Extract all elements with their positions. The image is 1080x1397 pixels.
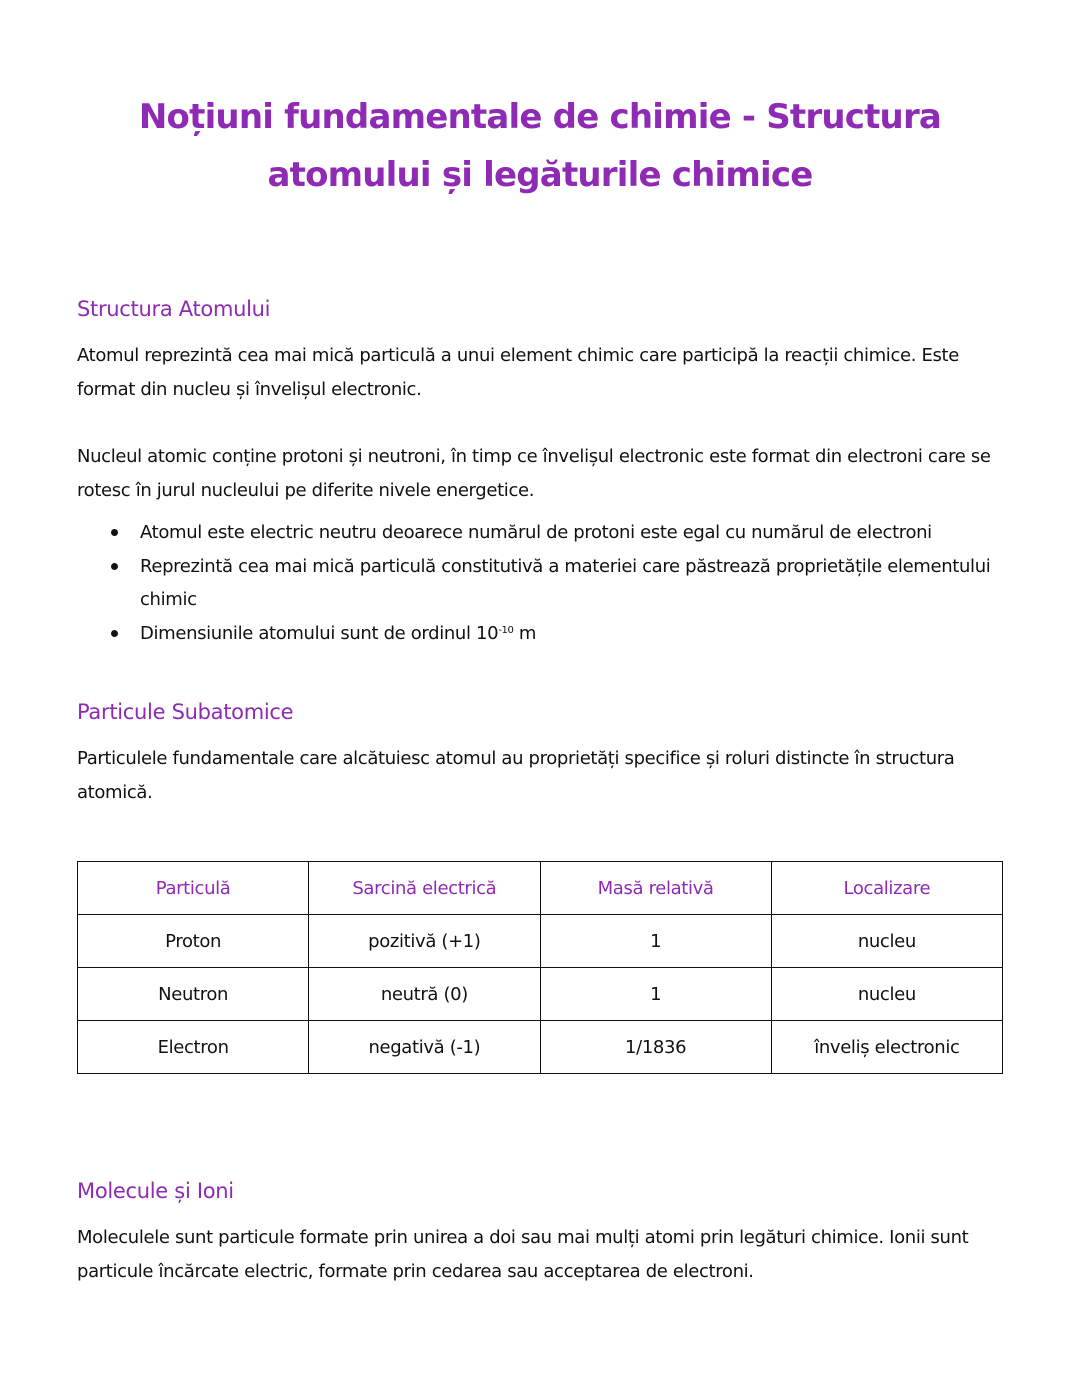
table-cell: Proton [78, 915, 309, 968]
table-cell: neutră (0) [309, 968, 540, 1021]
table-row [78, 968, 1003, 1021]
particles-table [77, 861, 1003, 1074]
paragraph-molecules: Moleculele sunt particule formate prin unirea a doi sau mai mulți atomi prin legături chimice. Ionii sunt particule încărcate electric, formate prin cedarea sau acceptarea de electroni. [77, 1227, 969, 1282]
table-cell: Neutron [78, 968, 309, 1021]
table-cell: 1/1836 [540, 1021, 771, 1074]
list-item: Reprezintă cea mai mică particulă constitutivă a materiei care păstrează proprietățile elementului chimic [77, 550, 1003, 617]
paragraph-nucleus: Nucleul atomic conține protoni și neutroni, în timp ce învelișul electronic este format din electroni care se rotesc în jurul nucleului pe diferite nivele energetice. [77, 446, 991, 501]
paragraph-particles: Particulele fundamentale care alcătuiesc atomul au proprietăți specifice și roluri distincte în structura atomică. [77, 748, 955, 803]
list-item: Atomul este electric neutru deoarece numărul de protoni este egal cu numărul de electroni [77, 516, 1003, 550]
page-title: Noțiuni fundamentale de chimie - Structura atomului și legăturile chimice [138, 97, 942, 195]
table-cell: pozitivă (+1) [309, 915, 540, 968]
table-cell: înveliș electronic [771, 1021, 1002, 1074]
table-cell: 1 [540, 915, 771, 968]
heading-particule-subatomice: Particule Subatomice [77, 700, 294, 724]
table-cell: Electron [78, 1021, 309, 1074]
column-header: Masă relativă [540, 862, 771, 915]
table-row [78, 915, 1003, 968]
column-header: Localizare [771, 862, 1002, 915]
column-header: Particulă [78, 862, 309, 915]
heading-molecule-si-ioni: Molecule și Ioni [77, 1179, 234, 1203]
heading-structura-atomului: Structura Atomului [77, 297, 271, 321]
exponent: -10 [498, 624, 514, 636]
table-cell: nucleu [771, 968, 1002, 1021]
unit: m [513, 622, 537, 644]
table-cell: negativă (-1) [309, 1021, 540, 1074]
table-header-row [78, 862, 1003, 915]
bullet-list [77, 516, 1003, 650]
list-item [77, 617, 1003, 651]
column-header: Sarcină electrică [309, 862, 540, 915]
list-item-text: Dimensiunile atomului sunt de ordinul 10 [140, 622, 499, 644]
table-cell: 1 [540, 968, 771, 1021]
table-cell: nucleu [771, 915, 1002, 968]
table-row [78, 1021, 1003, 1074]
paragraph-atom-definition: Atomul reprezintă cea mai mică particulă a unui element chimic care participă la reacții chimice. Este format din nucleu și învelișul electronic. [77, 345, 959, 400]
